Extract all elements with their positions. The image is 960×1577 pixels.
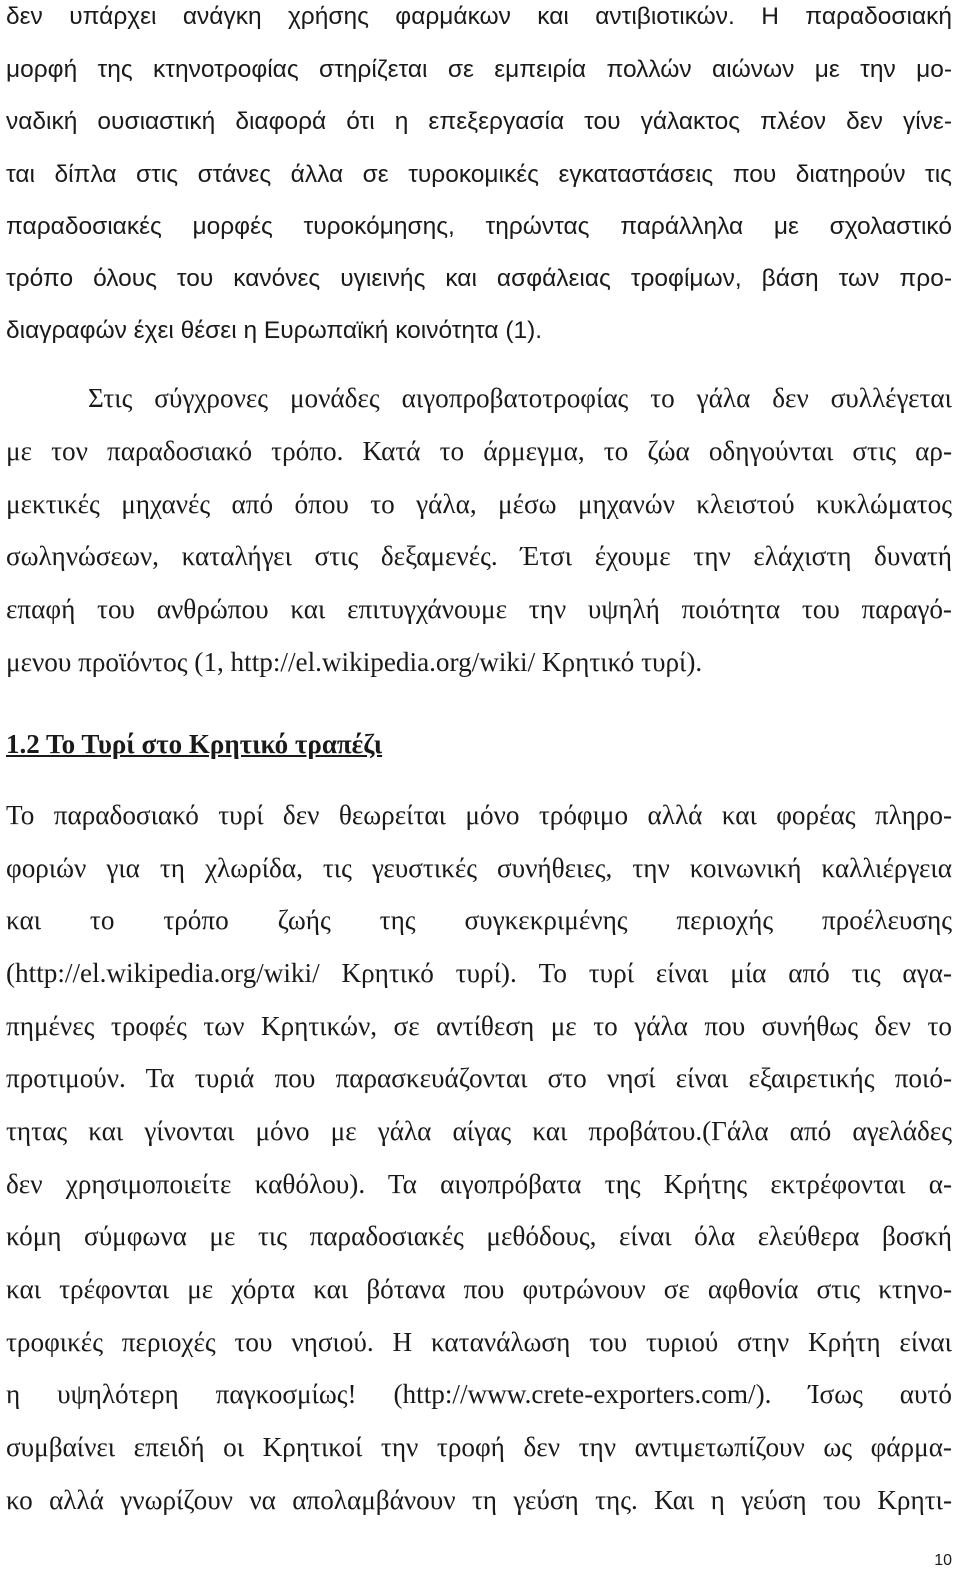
text-line: τητας και γίνονται μόνο με γάλα αίγας και προβάτου.(Γάλα από αγελάδες bbox=[6, 1116, 952, 1146]
text-line: ται δίπλα στις στάνες άλλα σε τυροκομικές εγκαταστάσεις που διατηρούν τις bbox=[6, 161, 952, 188]
text-line: με τον παραδοσιακό τρόπο. Κατά το άρμεγμα, το ζώα οδηγούνται στις αρ- bbox=[6, 436, 952, 466]
text-line: Στις σύγχρονες μονάδες αιγοπροβατοτροφίας το γάλα δεν συλλέγεται bbox=[88, 383, 952, 413]
text-line: επαφή του ανθρώπου και επιτυγχάνουμε την υψηλή ποιότητα του παραγό- bbox=[6, 594, 952, 624]
section-heading: 1.2 Το Τυρί στο Κρητικό τραπέζι bbox=[6, 729, 383, 759]
text-line: διαγραφών έχει θέσει η Ευρωπαϊκή κοινότητα (1). bbox=[6, 317, 543, 344]
text-line: ναδική ουσιαστική διαφορά ότι η επεξεργασία του γάλακτος πλέον δεν γίνε- bbox=[6, 108, 952, 135]
text-line: σωληνώσεων, καταλήγει στις δεξαμενές. Έτσι έχουμε την ελάχιστη δυνατή bbox=[6, 541, 952, 571]
text-line: παραδοσιακές μορφές τυροκόμησης, τηρώντας παράλληλα με σχολαστικό bbox=[6, 213, 952, 240]
text-line: προτιμούν. Τα τυριά που παρασκευάζονται στο νησί είναι εξαιρετικής ποιό- bbox=[6, 1063, 952, 1093]
text-line: φοριών για τη χλωρίδα, τις γευστικές συνήθειες, την κοινωνική καλλιέργεια bbox=[6, 853, 952, 883]
text-line: πημένες τροφές των Κρητικών, σε αντίθεση με το γάλα που συνήθως δεν το bbox=[6, 1011, 952, 1041]
page-number: 10 bbox=[934, 1552, 952, 1569]
text-line: και τρέφονται με χόρτα και βότανα που φυτρώνουν σε αφθονία στις κτηνο- bbox=[6, 1274, 952, 1304]
text-line: μεκτικές μηχανές από όπου το γάλα, μέσω μηχανών κλειστού κυκλώματος bbox=[6, 489, 952, 519]
text-line: δεν υπάρχει ανάγκη χρήσης φαρμάκων και αντιβιοτικών. Η παραδοσιακή bbox=[6, 3, 952, 30]
text-line: μορφή της κτηνοτροφίας στηρίζεται σε εμπειρία πολλών αιώνων με την μο- bbox=[6, 56, 952, 83]
text-line: η υψηλότερη παγκοσμίως! (http://www.crete-exporters.com/). Ίσως αυτό bbox=[6, 1379, 952, 1409]
text-line: τροφικές περιοχές του νησιού. Η κατανάλωση του τυριού στην Κρήτη είναι bbox=[6, 1327, 952, 1357]
text-line: κόμη σύμφωνα με τις παραδοσιακές μεθόδους, είναι όλα ελεύθερα βοσκή bbox=[6, 1221, 952, 1251]
text-line: δεν χρησιμοποιείτε καθόλου). Τα αιγοπρόβατα της Κρήτης εκτρέφονται α- bbox=[6, 1169, 952, 1199]
text-line: και το τρόπο ζωής της συγκεκριμένης περιοχής προέλευσης bbox=[6, 905, 952, 935]
text-line: (http://el.wikipedia.org/wiki/ Κρητικό τυρί). Το τυρί είναι μία από τις αγα- bbox=[6, 958, 952, 988]
text-line: κο αλλά γνωρίζουν να απολαμβάνουν τη γεύση της. Και η γεύση του Κρητι- bbox=[6, 1485, 952, 1515]
text-line: μενου προϊόντος (1, http://el.wikipedia.org/wiki/ Κρητικό τυρί). bbox=[6, 647, 703, 677]
text-line: Το παραδοσιακό τυρί δεν θεωρείται μόνο τρόφιμο αλλά και φορέας πληρο- bbox=[6, 800, 952, 830]
text-line: συμβαίνει επειδή οι Κρητικοί την τροφή δεν την αντιμετωπίζουν ως φάρμα- bbox=[6, 1432, 952, 1462]
text-line: τρόπο όλους του κανόνες υγιεινής και ασφάλειας τροφίμων, βάση των προ- bbox=[6, 265, 952, 292]
